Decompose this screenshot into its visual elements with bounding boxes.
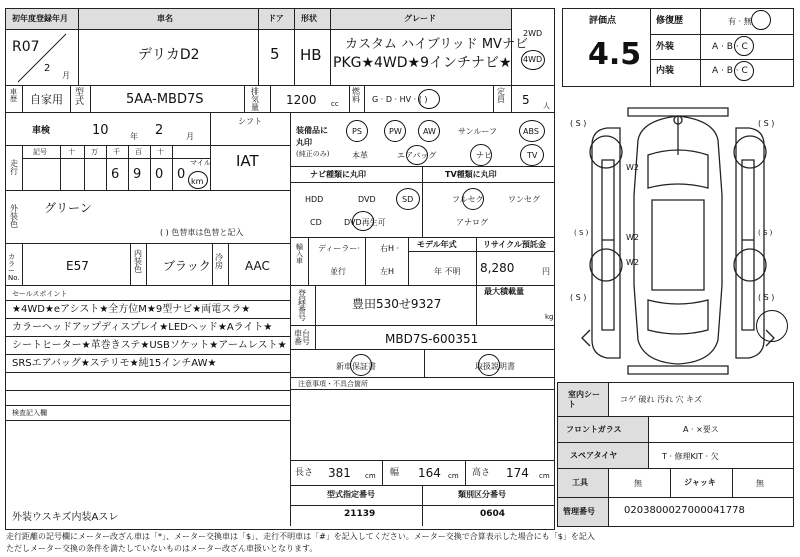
drive-4wd-circle (521, 50, 545, 70)
equip-navi: ナビ (476, 151, 492, 160)
cm-unit-2: cm (448, 472, 459, 480)
interior-score-label: 内装 (656, 66, 675, 76)
exterior-b-circle (734, 36, 754, 56)
w2-marker-2: W2 (626, 233, 639, 242)
usage-label: 車歴 (10, 88, 17, 103)
equip-airbag: エアバッグ (397, 151, 437, 160)
spare-wheel-circle (756, 310, 788, 342)
windshield-label: フロントガラス (566, 425, 622, 434)
reg-no-label: 登録番号 (298, 289, 306, 322)
navi-sd: SD (402, 195, 414, 204)
exterior-grades: A · B · C (712, 42, 748, 52)
ac-label: 冷房 (215, 253, 223, 270)
insp-month: 2 (155, 123, 164, 138)
cm-unit-3: cm (539, 472, 550, 480)
grade-line1: カスタム ハイブリッド MVナビ (345, 37, 528, 52)
drive-2wd: 2WD (523, 29, 543, 38)
sales-points-label: セールスポイント (12, 290, 68, 298)
equip-label: 装備品に (296, 126, 328, 135)
handle-right: 右H · (380, 244, 400, 253)
mileage-h2: 万 (91, 148, 98, 156)
mile-label: マイル (190, 159, 211, 167)
equip-aw: AW (423, 127, 436, 136)
inspector-note: 外装ウスキズ内装Aスレ (12, 512, 119, 523)
jack-value: 無 (756, 479, 764, 488)
cc-unit: cc (331, 100, 339, 108)
airbag-circle (406, 145, 428, 165)
recycle-value: 8,280 (480, 261, 515, 275)
chassis-no: MBD7S-600351 (385, 332, 479, 346)
score-value: 4.5 (588, 37, 642, 72)
interior-label: 内装色 (134, 249, 142, 274)
spare-tire-label: スペアタイヤ (570, 451, 618, 460)
model-label: 型式 (75, 88, 85, 107)
sales-line-1: ★4WD★eアシスト★全方位M★9型ナビ★両電スラ★ (12, 304, 251, 315)
fuel-label: 燃料 (352, 87, 360, 104)
equip-tv: TV (527, 151, 538, 160)
model-year-unit: 年 不明 (434, 267, 461, 276)
w2-marker-1: W2 (626, 163, 639, 172)
seat-options: コゲ 破れ 汚れ 穴 キズ (620, 395, 703, 404)
manual-label: 取扱説明書 (475, 362, 515, 371)
dvdplay-circle (352, 211, 374, 231)
aw-circle (418, 120, 440, 142)
s-marker-6: ( S ) (758, 229, 773, 237)
tv-type-label: TV種類に丸印 (445, 170, 497, 179)
class-no: 0604 (480, 509, 506, 519)
reg-era: R07 (12, 39, 40, 55)
month-unit: 月 (62, 71, 70, 80)
spare-options: T · 修理KIT · 欠 (662, 452, 719, 461)
color-note: ( ) 色替車は色替と記入 (160, 228, 244, 237)
width: 164 (418, 466, 441, 480)
mileage-h4: 百 (135, 148, 142, 156)
score-label: 評価点 (589, 16, 617, 26)
equip-label2: 丸印 (296, 138, 312, 147)
navi-hdd: HDD (305, 195, 324, 204)
fuel-hv-circle (418, 89, 440, 109)
grade-header: グレード (404, 14, 436, 23)
km-circle (188, 171, 208, 189)
s-marker-3: ( S ) (570, 293, 587, 302)
mileage-h5: 十 (157, 148, 164, 156)
import-parallel: 並行 (330, 267, 346, 276)
car-name-header: 車名 (157, 14, 173, 23)
ps-circle (346, 120, 368, 142)
equip-ps: PS (352, 127, 362, 136)
pw-circle (384, 120, 406, 142)
usage: 自家用 (30, 93, 63, 106)
navi-dvdplay: DVD再生可 (344, 218, 386, 227)
ext-color: グリーン (44, 201, 92, 215)
sales-line-3: シートヒーター★革巻きステ★USBソケット★アームレスト★ (12, 340, 287, 351)
month-unit-2: 月 (186, 132, 194, 141)
interior-grades: A · B · C (712, 66, 748, 76)
ac: AAC (245, 259, 270, 273)
repair-label: 修復歴 (656, 16, 684, 26)
max-load-label: 最大積載量 (484, 287, 524, 296)
mileage-label: 走行 (10, 159, 18, 176)
mileage-d3: 0 (177, 167, 186, 182)
s-marker-5: ( S ) (574, 229, 589, 237)
equip-leather: 本革 (352, 151, 368, 160)
door-header: ドア (268, 14, 284, 23)
inspector-notes-label: 検査記入欄 (12, 409, 47, 417)
interior: ブラック (163, 259, 211, 273)
displacement-label: 排気量 (251, 87, 259, 112)
year-unit: 年 (130, 132, 138, 141)
fullseg-circle (462, 188, 484, 210)
shape-header: 形状 (301, 14, 317, 23)
recycle-label: リサイクル預託金 (483, 240, 546, 249)
model-year-label: モデル年式 (417, 240, 457, 249)
model-code: 5AA-MBD7S (126, 92, 204, 107)
drive-4wd: 4WD (523, 55, 543, 64)
warranty-label: 新車保証書 (336, 362, 376, 371)
mileage-h0: 記号 (33, 148, 47, 156)
seat-label: 室内シート (568, 390, 600, 410)
mgmt-no: 0203800027000041778 (624, 505, 745, 516)
sales-line-4: SRSエアバッグ★ステリモ★純15インチAW★ (12, 358, 217, 369)
import-label: 輸入車 (296, 243, 303, 265)
chassis-label: 車台番号 (294, 329, 310, 346)
tv-fullseg: フルセグ (452, 195, 484, 204)
mileage-h3: 千 (113, 148, 120, 156)
mgmt-no-label: 管理番号 (563, 507, 595, 516)
navi-dvd: DVD (358, 195, 376, 204)
person-unit: 人 (543, 102, 550, 110)
length: 381 (328, 466, 351, 480)
reg-month: 2 (44, 63, 51, 74)
mileage-d0: 6 (111, 167, 120, 182)
equip-label3: (純正のみ) (296, 150, 330, 158)
fuel-options: G · D · HV · ( ) (372, 95, 428, 104)
mileage-h1: 十 (68, 148, 75, 156)
tv-oneseg: ワンセグ (508, 195, 540, 204)
repair-circle (751, 10, 771, 30)
sales-line-2: カラーヘッドアップディスプレイ★LEDヘッド★Aライト★ (12, 322, 273, 333)
mileage-d1: 9 (133, 167, 142, 182)
reg-no: 豊田530せ9327 (352, 297, 442, 311)
tv-analog: アナログ (456, 218, 488, 227)
type-no: 21139 (344, 509, 376, 519)
height-label: 高さ (472, 468, 491, 478)
tv-circle (520, 144, 544, 166)
s-marker-1: ( S ) (570, 119, 587, 128)
navi-circle (470, 144, 492, 166)
abs-circle (519, 120, 545, 142)
windshield-options: A · ×要ス (683, 425, 719, 434)
warranty-circle (350, 354, 372, 376)
doors: 5 (270, 45, 280, 63)
navi-type-label: ナビ種類に丸印 (310, 170, 366, 179)
footer-line1: 走行距離の記号欄にメーター改ざん車は「*」、メーター交換車は「$」、走行不明車は「#」を記入してください。メーター交換で合算表示した場合にも「$」を記入 (6, 532, 595, 541)
capacity: 5 (522, 93, 530, 107)
repair-values: 有 · 無 (728, 17, 752, 26)
equip-sunroof: サンルーフ (458, 127, 497, 136)
car-name: デリカD2 (138, 47, 200, 63)
shift-label: シフト (238, 117, 262, 126)
s-marker-2: ( S ) (758, 119, 775, 128)
displacement: 1200 (286, 93, 317, 107)
sd-circle (396, 188, 420, 210)
height: 174 (506, 466, 529, 480)
length-label: 長さ (295, 468, 314, 478)
km-label: km (191, 177, 204, 186)
w2-marker-3: W2 (626, 258, 639, 267)
cm-unit-1: cm (365, 472, 376, 480)
first-reg-header: 初年度登録年月 (12, 14, 68, 23)
color-no: E57 (66, 259, 89, 273)
manual-circle (478, 354, 500, 376)
capacity-label: 定員 (497, 87, 505, 104)
kg-unit: kg (545, 313, 554, 321)
jack-label: ジャッキ (684, 478, 716, 487)
grade-line2: PKG★4WD★9インチナビ★ (333, 55, 512, 71)
interior-b-circle (734, 61, 754, 81)
class-no-label: 類別区分番号 (458, 490, 506, 499)
exterior-label: 外装 (656, 42, 675, 52)
footer-line2: ただしメーター交換の条件を満たしていないものはメーター改ざん車扱いとなります。 (6, 544, 318, 553)
equip-abs: ABS (523, 127, 539, 136)
shift-value: IAT (236, 152, 259, 170)
yen-unit: 円 (542, 267, 550, 276)
tools-label: 工具 (572, 478, 588, 487)
s-marker-4: ( S ) (758, 293, 775, 302)
handle-left: 左H (380, 267, 395, 276)
shape: HB (300, 46, 322, 64)
navi-cd: CD (310, 218, 322, 227)
type-no-label: 型式指定番号 (327, 490, 375, 499)
color-no-label: カラーNo. (8, 253, 20, 282)
equip-pw: PW (389, 127, 402, 136)
caution-label: 注意事項・不具合箇所 (298, 380, 368, 388)
width-label: 幅 (390, 468, 400, 478)
tools-value: 無 (634, 479, 642, 488)
inspection-label: 車検 (32, 126, 51, 136)
ext-color-label: 外装色 (10, 204, 18, 229)
insp-year: 10 (92, 123, 109, 138)
import-dealer: ディーラー· (318, 244, 360, 253)
mileage-d2: 0 (155, 167, 164, 182)
